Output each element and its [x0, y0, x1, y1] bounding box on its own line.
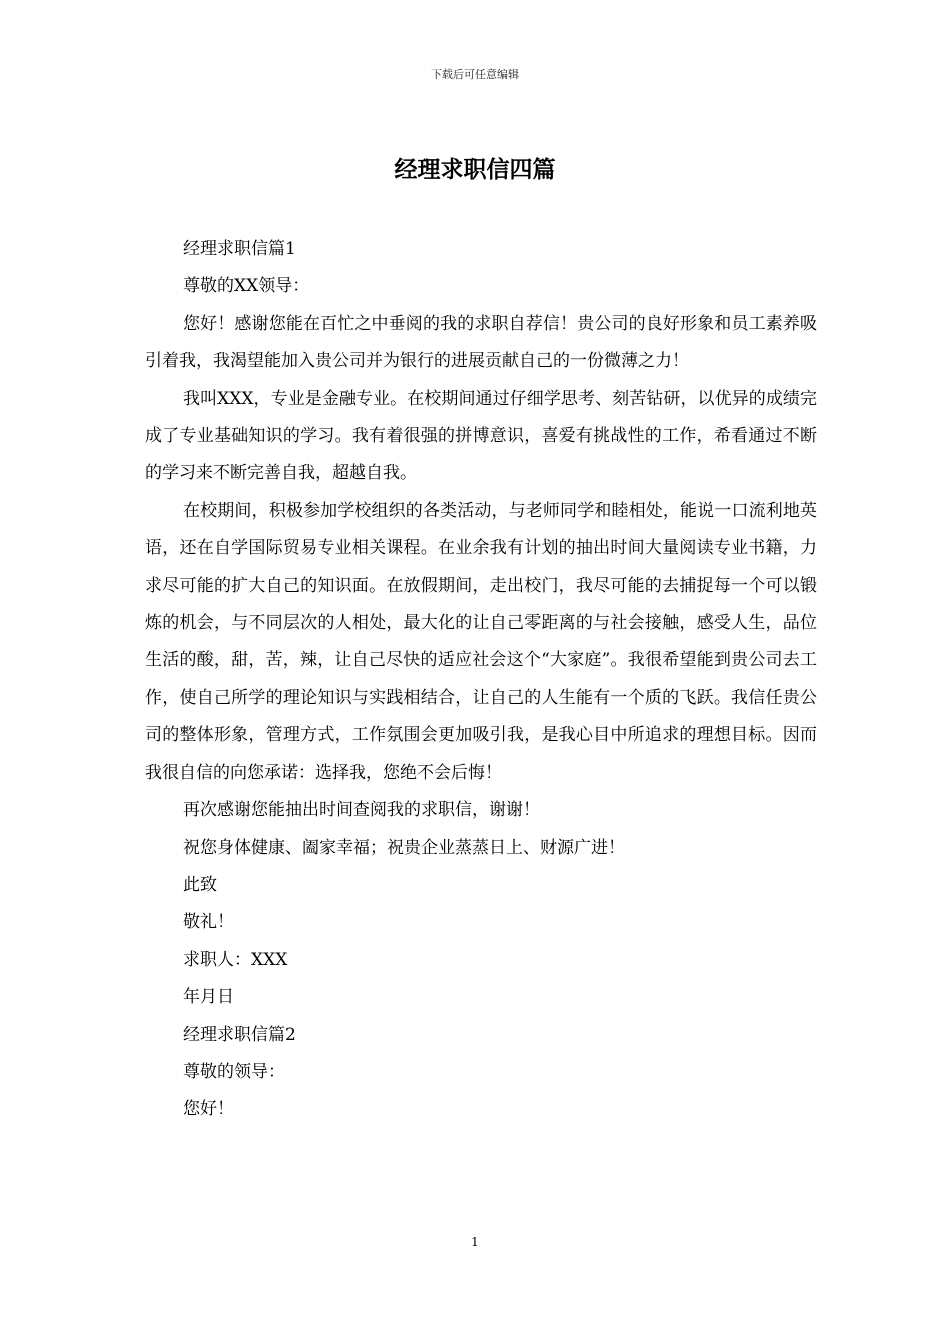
salutation: 尊敬的XX领导： [183, 276, 310, 297]
header-note: 下载后可任意编辑 [431, 68, 519, 81]
body-paragraph: 您好！感谢您能在百忙之中垂阅的我的求职自荐信！贵公司的良好形象和员工素养吸引着我，我渴望能加入贵公司并为银行的进展贡献自己的一份微薄之力！ [145, 313, 817, 372]
signature-line: 求职人：XXX [183, 949, 288, 970]
body-paragraph: 我叫XXX，专业是金融专业。在校期间通过仔细学思考、刻苦钻研，以优异的成绩完成了专业基础知识的学习。我有着很强的拼博意识，喜爱有挑战性的工作，希看通过不断的学习来不断完善自我，超越自我。 [145, 388, 817, 484]
section-heading: 经理求职信篇1 [183, 239, 296, 259]
closing-line: 此致 [183, 874, 217, 895]
closing-line: 敬礼！ [183, 912, 234, 933]
body-paragraph: 再次感谢您能抽出时间查阅我的求职信，谢谢！ [183, 800, 540, 821]
date-line: 年月日 [183, 987, 234, 1008]
salutation: 尊敬的领导： [183, 1061, 285, 1082]
body-paragraph: 在校期间，积极参加学校组织的各类活动，与老师同学和睦相处，能说一口流利地英语，还在自学国际贸易专业相关课程。在业余我有计划的抽出时间大量阅读专业书籍，力求尽可能的扩大自己的知识面。在放假期间，走出校门，我尽可能的去捕捉每一个可以锻炼的机会，与不同层次的人相处，最大化的让自己零距离的与社会接触，感受人生，品位生活的酸，甜，苦，辣，让自己尽快的适应社会这个“大家庭”。我很希望能到贵公司去工作，使自己所学的理论知识与实践相结合，让自己的人生能有一个质的飞跃。我信任贵公司的整体形象，管理方式，工作氛围会更加吸引我，是我心目中所追求的理想目标。因而我很自信的向您承诺：选择我，您绝不会后悔！ [145, 500, 817, 783]
greeting: 您好！ [183, 1099, 234, 1120]
section-heading: 经理求职信篇2 [183, 1024, 296, 1045]
document-title: 经理求职信四篇 [394, 156, 556, 183]
body-paragraph: 祝您身体健康、阖家幸福；祝贵企业蒸蒸日上、财源广进！ [183, 837, 625, 858]
document-body [145, 231, 817, 1129]
page-number: 1 [471, 1235, 479, 1249]
